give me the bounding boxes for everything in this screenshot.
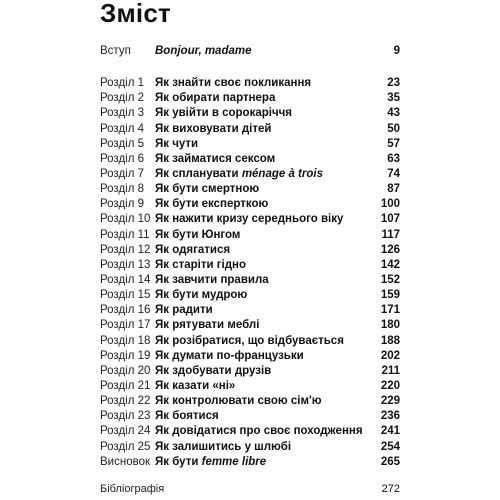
toc-title: Як завчити правила (155, 274, 269, 286)
toc-entry-row (100, 455, 400, 470)
toc-entry-row (100, 152, 400, 167)
toc-entry-row (100, 409, 400, 424)
toc-label: Розділ 24 (100, 425, 151, 438)
toc-title: Як увійти в сорокаріччя (155, 107, 293, 120)
toc-page: 171 (380, 304, 400, 317)
toc-title: Як знайти своє покликання (155, 77, 312, 89)
toc-page: 229 (380, 395, 400, 408)
toc-entry-row (100, 379, 400, 394)
toc-entry-row (100, 349, 400, 364)
toc-entry-row (100, 228, 400, 243)
toc-entry-row (100, 212, 400, 227)
toc-page: 43 (387, 107, 400, 120)
toc-title-text: Як бути (155, 455, 202, 468)
toc-title: Як старіти гідно (155, 258, 247, 271)
toc-page: 211 (381, 364, 400, 377)
toc-label: Розділ 7 (100, 167, 145, 180)
toc-page: 236 (380, 410, 400, 423)
toc-title: Як залишитись у шлюбі (155, 440, 292, 453)
toc-label: Розділ 23 (100, 410, 151, 423)
toc-entry-row (100, 91, 400, 106)
toc-page: 107 (380, 213, 400, 226)
toc-page: 57 (387, 137, 400, 150)
page-title: Зміст (100, 0, 171, 28)
toc-entry-row (100, 394, 400, 409)
toc-label: Розділ 17 (100, 319, 151, 332)
toc-title: Як обирати партнера (155, 92, 276, 105)
toc-page: 152 (380, 274, 400, 286)
toc-entry-row (100, 303, 400, 318)
toc-title: Як бути мудрою (155, 289, 248, 302)
toc-entry-row (100, 137, 400, 152)
toc-title: Як здобувати друзів (155, 364, 272, 377)
toc-page: 188 (380, 334, 400, 347)
toc-label: Бібліографія (100, 483, 165, 495)
toc-label: Вступ (100, 45, 131, 57)
toc-page: 87 (387, 183, 400, 196)
toc-entry-row (100, 167, 400, 182)
toc-title: Як виховувати дітей (155, 122, 272, 135)
toc-entry-row (100, 273, 400, 288)
toc-page: 142 (380, 258, 400, 271)
toc-entry-row (100, 288, 400, 303)
toc-label: Розділ 19 (100, 349, 151, 362)
toc-page: 254 (380, 440, 400, 453)
toc-label: Розділ 11 (100, 228, 150, 241)
toc-page: 23 (387, 77, 400, 89)
toc-page: 126 (380, 243, 400, 256)
toc-page: 74 (387, 167, 400, 180)
toc-page: 35 (387, 92, 400, 105)
toc-page: 180 (380, 319, 400, 332)
toc-title: Як боятися (155, 410, 219, 423)
toc-entry-row (100, 76, 400, 91)
toc-title-foreign: femme libre (201, 455, 267, 468)
toc-page: 202 (380, 349, 400, 362)
toc-page: 272 (381, 483, 400, 495)
toc-title: Як чути (155, 137, 199, 150)
toc-title: Як довідатися про своє походження (155, 425, 363, 438)
toc-entry-row (100, 197, 400, 212)
toc-page: 159 (380, 289, 400, 302)
toc-label: Розділ 8 (100, 183, 145, 196)
toc-entry-row (100, 440, 400, 455)
toc-entry-row (100, 364, 400, 379)
toc-title: Як займатися сексом (155, 152, 276, 165)
toc-entry-row (100, 318, 400, 333)
toc-title-text: Як спланувати (155, 167, 242, 180)
toc-title: Як контролювати свою сім'ю (155, 395, 322, 408)
toc-entry-row (100, 106, 400, 121)
toc-entry-row (100, 334, 400, 349)
toc-label: Розділ 2 (100, 92, 145, 105)
toc-page: 220 (380, 380, 400, 392)
toc-title: Як думати по-французьки (155, 349, 304, 362)
toc-entry-row (100, 243, 400, 258)
toc-title: Як бути експерткою (155, 198, 269, 211)
toc-label: Розділ 13 (100, 258, 151, 271)
toc-label: Розділ 12 (100, 243, 151, 256)
toc-page: 100 (380, 198, 400, 211)
toc-title: Як рятувати меблі (155, 319, 260, 332)
toc-page: 117 (381, 228, 400, 241)
toc-label: Розділ 10 (100, 213, 151, 226)
toc-title: Як розібратися, що відбувається (155, 334, 344, 347)
toc-title (155, 167, 323, 182)
toc-label: Розділ 25 (100, 440, 151, 453)
toc-entry-row (100, 258, 400, 273)
toc-title: Bonjour, madame (155, 45, 252, 57)
toc-title: Як нажити кризу середнього віку (155, 213, 344, 226)
toc-intro-row (100, 44, 400, 59)
toc-page: 241 (380, 425, 400, 438)
toc-label: Розділ 5 (100, 137, 145, 150)
toc-entry-row (100, 424, 400, 439)
toc-title: Як бути Юнгом (155, 228, 241, 241)
toc-page: 9 (393, 45, 400, 57)
toc-entry-row (100, 122, 400, 137)
toc-label: Розділ 4 (100, 122, 145, 135)
toc-title: Як радити (155, 304, 213, 317)
toc-label: Розділ 18 (100, 334, 151, 347)
toc-title: Як одягатися (155, 243, 231, 256)
toc-label: Розділ 14 (100, 274, 151, 286)
toc-label: Розділ 9 (100, 198, 145, 211)
toc-page: 63 (387, 152, 400, 165)
toc-label: Розділ 15 (100, 289, 151, 302)
toc-label: Розділ 20 (100, 364, 151, 377)
toc-title (155, 455, 266, 470)
toc-label: Розділ 3 (100, 107, 145, 120)
toc-page: 50 (387, 122, 400, 135)
toc-label: Розділ 21 (100, 380, 151, 392)
toc-title-foreign: ménage à trois (241, 167, 323, 180)
toc-label: Розділ 6 (100, 152, 145, 165)
toc-label: Розділ 22 (100, 395, 151, 408)
toc-entry-row (100, 182, 400, 197)
toc-title: Як казати «ні» (155, 380, 236, 392)
toc-title: Як бути смертною (155, 183, 260, 196)
toc-label: Висновок (100, 455, 150, 468)
toc-label: Розділ 1 (100, 77, 145, 89)
toc-label: Розділ 16 (100, 304, 151, 317)
toc-page: 265 (380, 455, 400, 468)
